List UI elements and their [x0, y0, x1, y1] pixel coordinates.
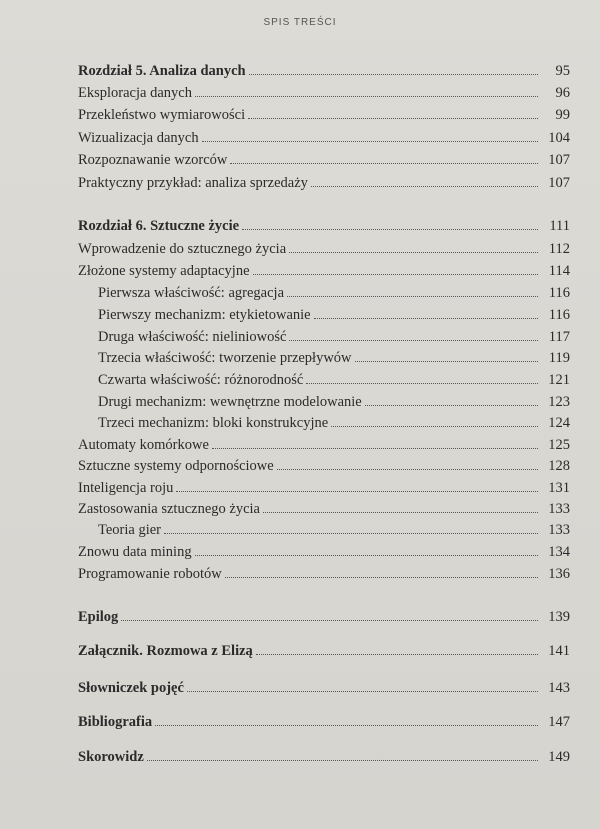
toc-entry-page: 96 — [555, 85, 570, 101]
toc-entry-page: 149 — [548, 749, 570, 765]
toc-entry[interactable] — [78, 475, 570, 497]
toc-subentry[interactable] — [98, 367, 570, 389]
toc-entry-page: 114 — [548, 263, 570, 279]
dot-leader — [212, 448, 538, 449]
toc-entry-page: 95 — [555, 63, 570, 79]
dot-leader — [253, 274, 538, 275]
toc-entry-bibliography[interactable] — [78, 709, 570, 731]
toc-entry-page: 99 — [555, 107, 570, 123]
toc-entry-title: Rozpoznawanie wzorców — [78, 152, 228, 168]
toc-subentry[interactable] — [98, 517, 570, 539]
toc-entry-page: 133 — [548, 501, 570, 517]
toc-entry-title: Praktyczny przykład: analiza sprzedaży — [78, 175, 308, 191]
toc-entry-title: Automaty komórkowe — [78, 437, 209, 453]
toc-entry-page: 116 — [548, 285, 570, 301]
toc-entry[interactable] — [78, 561, 570, 583]
dot-leader — [147, 760, 538, 761]
toc-entry-title: Programowanie robotów — [78, 566, 222, 582]
toc-entry-title: Załącznik. Rozmowa z Elizą — [78, 643, 253, 659]
toc-entry-page: 104 — [548, 130, 570, 146]
toc-entry[interactable] — [78, 258, 570, 280]
toc-entry[interactable] — [78, 125, 570, 147]
toc-entry-page: 131 — [548, 480, 570, 496]
toc-entry-title: Złożone systemy adaptacyjne — [78, 263, 250, 279]
toc-entry[interactable] — [78, 80, 570, 102]
toc-entry-page: 121 — [548, 372, 570, 388]
dot-leader — [277, 469, 538, 470]
toc-entry-page: 141 — [548, 643, 570, 659]
dot-leader — [248, 118, 538, 119]
toc-entry-title: Czwarta właściwość: różnorodność — [98, 372, 304, 388]
dot-leader — [355, 361, 538, 362]
dot-leader — [365, 405, 538, 406]
toc-entry-title: Rozdział 5. Analiza danych — [78, 63, 246, 79]
dot-leader — [230, 163, 538, 164]
toc-entry-title: Trzeci mechanizm: bloki konstrukcyjne — [98, 415, 329, 431]
toc-subentry[interactable] — [98, 302, 570, 324]
toc-entry-page: 136 — [548, 566, 570, 582]
toc-entry-page: 139 — [548, 609, 570, 625]
dot-leader — [249, 74, 538, 75]
toc-entry-page: 125 — [548, 437, 570, 453]
toc-entry-page: 112 — [548, 241, 570, 257]
toc-entry[interactable] — [78, 496, 570, 518]
toc-entry-title: Słowniczek pojęć — [78, 680, 184, 696]
toc-entry-page: 124 — [548, 415, 570, 431]
dot-leader — [155, 725, 538, 726]
toc-entry-chapter-6[interactable] — [78, 213, 570, 235]
toc-entry[interactable] — [78, 453, 570, 475]
toc-entry-chapter-5[interactable] — [78, 58, 570, 80]
toc-entry-title: Drugi mechanizm: wewnętrzne modelowanie — [98, 394, 362, 410]
toc-entry-page: 147 — [548, 714, 570, 730]
dot-leader — [289, 340, 538, 341]
dot-leader — [256, 654, 538, 655]
toc-entry-title: Znowu data mining — [78, 544, 192, 560]
toc-entry-title: Wprowadzenie do sztucznego życia — [78, 241, 287, 257]
dot-leader — [121, 620, 538, 621]
toc-entry[interactable] — [78, 432, 570, 454]
toc-entry[interactable] — [78, 539, 570, 561]
dot-leader — [164, 533, 538, 534]
toc-subentry[interactable] — [98, 410, 570, 432]
toc-entry-page: 143 — [548, 680, 570, 696]
toc-entry-page: 107 — [548, 175, 570, 191]
toc-entry-page: 123 — [548, 394, 570, 410]
toc-entry[interactable] — [78, 147, 570, 169]
toc-entry-title: Teoria gier — [98, 522, 161, 538]
toc-entry-title: Pierwszy mechanizm: etykietowanie — [98, 307, 311, 323]
toc-entry-page: 119 — [548, 350, 570, 366]
toc-entry-title: Druga właściwość: nieliniowość — [98, 329, 287, 345]
dot-leader — [202, 141, 538, 142]
toc-entry[interactable] — [78, 102, 570, 124]
dot-leader — [225, 577, 538, 578]
toc-entry-title: Zastosowania sztucznego życia — [78, 501, 260, 517]
dot-leader — [195, 555, 538, 556]
toc-entry[interactable] — [78, 236, 570, 258]
toc-entry-page: 128 — [548, 458, 570, 474]
dot-leader — [187, 691, 538, 692]
dot-leader — [331, 426, 538, 427]
toc-entry-appendix[interactable] — [78, 638, 570, 660]
toc-subentry[interactable] — [98, 389, 570, 411]
toc-entry-title: Sztuczne systemy odpornościowe — [78, 458, 274, 474]
running-head: SPIS TREŚCI — [263, 17, 337, 28]
toc-entry-page: 133 — [548, 522, 570, 538]
toc-entry-page: 134 — [548, 544, 570, 560]
dot-leader — [314, 318, 538, 319]
dot-leader — [289, 252, 538, 253]
toc-subentry[interactable] — [98, 324, 570, 346]
toc-entry-epilog[interactable] — [78, 604, 570, 626]
toc-entry-title: Bibliografia — [78, 714, 153, 730]
toc-entry-title: Skorowidz — [78, 749, 144, 765]
toc-entry-page: 116 — [548, 307, 570, 323]
toc-entry-index[interactable] — [78, 744, 570, 766]
toc-subentry[interactable] — [98, 280, 570, 302]
dot-leader — [263, 512, 538, 513]
dot-leader — [242, 229, 538, 230]
dot-leader — [195, 96, 538, 97]
toc-entry-title: Inteligencja roju — [78, 480, 174, 496]
toc-entry-title: Pierwsza właściwość: agregacja — [98, 285, 285, 301]
toc-entry-page: 107 — [548, 152, 570, 168]
toc-entry-page: 111 — [549, 218, 570, 234]
toc-entry-title: Wizualizacja danych — [78, 130, 199, 146]
toc-entry-title: Trzecia właściwość: tworzenie przepływów — [98, 350, 352, 366]
toc-entry-page: 117 — [548, 329, 570, 345]
dot-leader — [306, 383, 538, 384]
dot-leader — [176, 491, 538, 492]
toc-subentry[interactable] — [98, 345, 570, 367]
dot-leader — [311, 186, 538, 187]
toc-entry-title: Eksploracja danych — [78, 85, 192, 101]
toc-entry-glossary[interactable] — [78, 675, 570, 697]
toc-entry-title: Przekleństwo wymiarowości — [78, 107, 246, 123]
toc-entry[interactable] — [78, 170, 570, 192]
toc-entry-title: Rozdział 6. Sztuczne życie — [78, 218, 240, 234]
dot-leader — [287, 296, 538, 297]
toc-entry-title: Epilog — [78, 609, 119, 625]
